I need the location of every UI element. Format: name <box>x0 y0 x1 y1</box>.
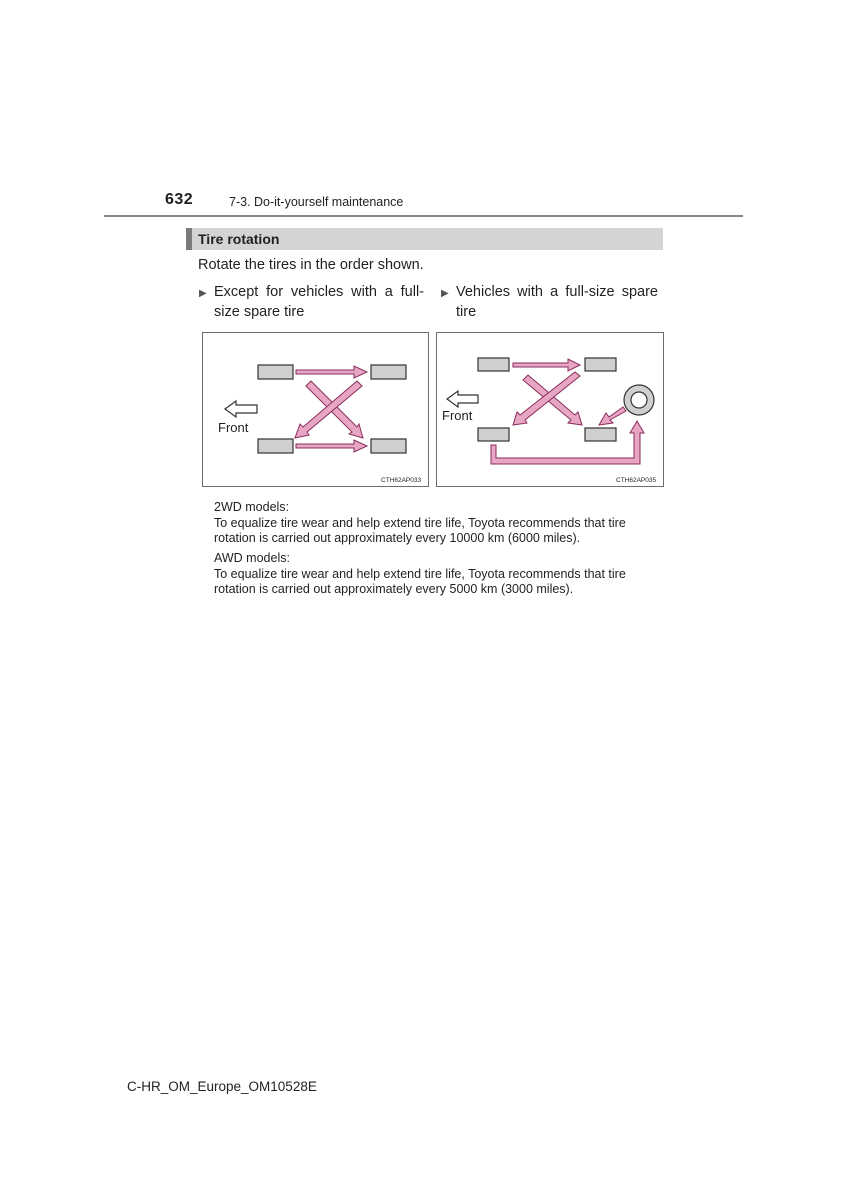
footer-doc-code: C-HR_OM_Europe_OM10528E <box>127 1079 317 1094</box>
section-reference: 7-3. Do-it-yourself maintenance <box>229 195 404 209</box>
front-label: Front <box>218 420 249 435</box>
arrow-left-to-right-top <box>513 359 580 371</box>
intro-text: Rotate the tires in the order shown. <box>198 257 424 273</box>
note-2wd-line1: To equalize tire wear and help extend tire life, Toyota recommends that tire <box>214 516 626 530</box>
arrow-front-to-spare <box>491 421 644 464</box>
tire-front-right <box>258 439 293 453</box>
figure-code: CTH62AP035 <box>616 477 657 484</box>
tire-front-left <box>258 365 293 379</box>
tire-rear-left <box>371 365 406 379</box>
tire-rear-left <box>585 358 616 371</box>
figure-rotation-no-spare <box>202 332 429 487</box>
bullet-text-no-spare: Except for vehicles with a full-size spare tire <box>214 284 424 320</box>
figure-code: CTH62AP033 <box>381 477 422 484</box>
note-awd-line2: rotation is carried out approximately every 5000 km (3000 miles). <box>214 582 574 596</box>
tire-rear-right <box>585 428 616 441</box>
bullet-triangle-icon: ▶ <box>441 288 449 299</box>
front-label: Front <box>442 408 473 423</box>
tire-rear-right <box>371 439 406 453</box>
arrow-left-to-right-top <box>296 366 367 378</box>
note-2wd-line2: rotation is carried out approximately every 10000 km (6000 miles). <box>214 531 581 545</box>
arrow-spare-to-rear <box>599 407 626 425</box>
section-heading: Tire rotation <box>198 231 280 247</box>
arrow-cross-down <box>523 375 582 425</box>
header-rule <box>104 215 743 217</box>
bullet-triangle-icon: ▶ <box>199 288 207 299</box>
note-2wd-title: 2WD models: <box>214 500 290 514</box>
front-arrow-icon <box>447 391 478 407</box>
spare-tire-hub <box>631 392 647 408</box>
figure-rotation-full-spare <box>436 332 664 487</box>
front-arrow-icon <box>225 401 257 417</box>
note-awd-line1: To equalize tire wear and help extend tire life, Toyota recommends that tire <box>214 567 626 581</box>
tire-front-left <box>478 358 509 371</box>
page-number: 632 <box>165 191 194 208</box>
tire-front-right <box>478 428 509 441</box>
arrow-left-to-right-bottom <box>296 440 367 452</box>
note-awd-title: AWD models: <box>214 551 290 565</box>
bullet-text-full-spare: Vehicles with a full-size spare tire <box>456 284 658 320</box>
heading-accent <box>186 228 192 250</box>
